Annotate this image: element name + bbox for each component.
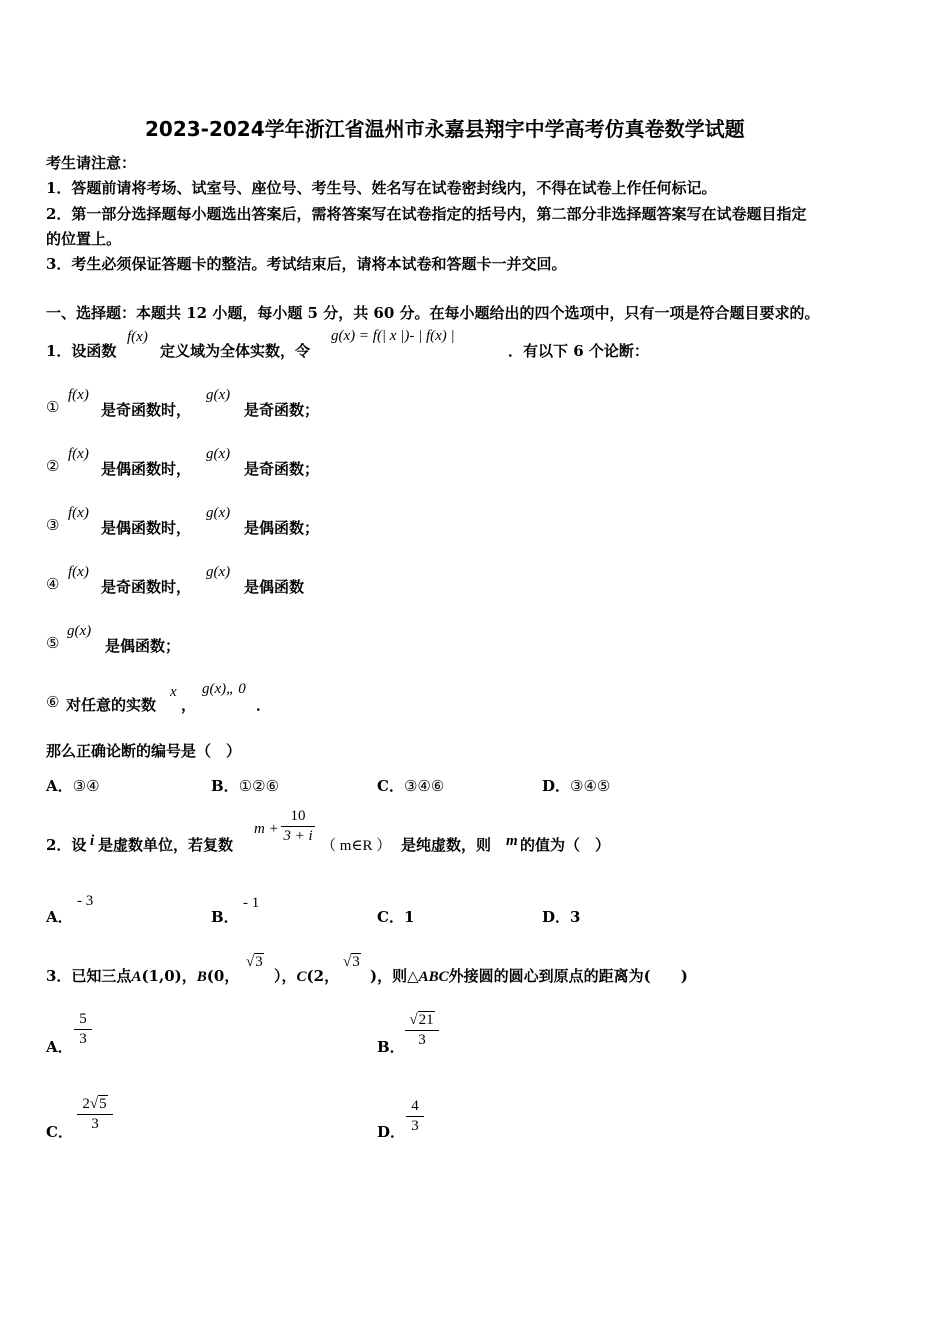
q1-s6-a: 对任意的实数	[66, 696, 157, 714]
q2-option-a-value: - 3	[77, 893, 94, 909]
q3-option-c-label[interactable]: C．	[46, 1123, 73, 1141]
q1-s1-g: g(x)	[206, 387, 231, 403]
q3-option-b-fraction: $\frac{√21}{3}$	[405, 1012, 439, 1049]
q1-s3-a: 是偶函数时，	[101, 519, 192, 537]
notice-item-3: 3．考生必须保证答题卡的整洁。考试结束后，请将本试卷和答题卡一并交回。	[46, 255, 567, 273]
q2-option-d[interactable]: D．3	[542, 908, 581, 926]
q1-ask: 那么正确论断的编号是（ ）	[46, 742, 242, 760]
q2-stem-post2: 的值为（ ）	[520, 836, 611, 854]
q1-option-a[interactable]: A．③④	[46, 777, 100, 795]
q1-s2-g: g(x)	[206, 446, 231, 462]
q3-option-a-fraction: $\frac{5}{3}$	[74, 1011, 92, 1048]
q2-option-a-label[interactable]: A．	[46, 908, 73, 926]
q3-stem-2: ），C(2，	[274, 967, 340, 985]
q2-stem-post1: 是纯虚数，则	[401, 836, 492, 854]
q1-s4-f: f(x)	[68, 564, 89, 580]
q1-s6-mark: ⑥	[46, 693, 60, 711]
q2-option-b-label[interactable]: B．	[211, 908, 239, 926]
q1-stem-pre: 1．设函数	[46, 342, 117, 360]
q1-s3-g: g(x)	[206, 505, 231, 521]
q2-condition: （ m∈R ）	[321, 838, 392, 854]
q1-s6-x: x	[170, 684, 177, 700]
q2-option-b-value: - 1	[243, 895, 260, 911]
q3-option-d-label[interactable]: D．	[377, 1123, 406, 1141]
section-heading: 一、选择题：本题共 12 小题，每小题 5 分，共 60 分。在每小题给出的四个选项中，只有一项是符合题目要求的。	[46, 304, 820, 322]
q2-fraction	[281, 808, 315, 845]
q1-stem-mid: 定义域为全体实数，令	[160, 342, 311, 360]
q1-s2-a: 是偶函数时，	[101, 460, 192, 478]
q1-s4-a: 是奇函数时，	[101, 578, 192, 596]
q1-s2-f: f(x)	[68, 446, 89, 462]
q3-sqrt3-b: √3	[246, 954, 263, 970]
q3-option-a-label[interactable]: A．	[46, 1038, 73, 1056]
notice-item-1: 1．答题前请将考场、试室号、座位号、考生号、姓名写在试卷密封线内，不得在试卷上作任何标记。	[46, 179, 717, 197]
q3-sqrt3-c: √3	[343, 954, 360, 970]
q3-stem: 3．已知三点A(1,0)，B(0，	[46, 967, 240, 985]
page-title: 2023-2024学年浙江省温州市永嘉县翔宇中学高考仿真卷数学试题	[145, 117, 745, 141]
q1-s4-g: g(x)	[206, 564, 231, 580]
q2-m: m	[506, 833, 518, 849]
q1-fx: f(x)	[127, 329, 148, 345]
q2-expr-m: m +	[254, 821, 279, 837]
notice-heading: 考生请注意：	[46, 154, 137, 172]
q1-s3-f: f(x)	[68, 505, 89, 521]
q1-s1-mark: ①	[46, 398, 60, 416]
q1-s1-a: 是奇函数时，	[101, 401, 192, 419]
q3-option-d-fraction: $\frac{4}{3}$	[406, 1098, 424, 1135]
q1-s5-g: g(x)	[67, 623, 92, 639]
q2-stem-pre: 2．设	[46, 836, 87, 854]
q1-s3-b: 是偶函数；	[244, 519, 320, 537]
notice-item-2: 2．第一部分选择题每小题选出答案后，需将答案写在试卷指定的括号内，第二部分非选择题答案写在试卷题目指定	[46, 205, 807, 223]
q3-option-b-label[interactable]: B．	[377, 1038, 405, 1056]
q1-s4-b: 是偶函数	[244, 578, 305, 596]
q1-option-b[interactable]: B．①②⑥	[211, 777, 280, 795]
q2-fraction-num: 10	[281, 808, 315, 827]
q1-s6-comma: ，	[181, 696, 197, 714]
q3-option-c-fraction: $\frac{2√5}{3}$	[77, 1096, 113, 1133]
q1-s2-mark: ②	[46, 457, 60, 475]
q1-s5-mark: ⑤	[46, 634, 60, 652]
q2-option-c[interactable]: C．1	[377, 908, 415, 926]
q2-stem-mid: 是虚数单位，若复数	[98, 836, 234, 854]
q1-g-definition: g(x) = f(| x |)- | f(x) |	[331, 328, 455, 344]
q1-s5-b: 是偶函数；	[105, 637, 181, 655]
q1-s6-end: ．	[256, 696, 272, 714]
notice-item-2-cont: 的位置上。	[46, 230, 122, 248]
q2-i: i	[90, 833, 95, 849]
q1-s4-mark: ④	[46, 575, 60, 593]
q1-option-c[interactable]: C．③④⑥	[377, 777, 445, 795]
q3-stem-3: )，则△ABC外接圆的圆心到原点的距离为( )	[370, 967, 688, 985]
q1-stem-post: ．有以下 6 个论断：	[508, 342, 649, 360]
q1-s6-inequality: g(x)„ 0	[202, 681, 246, 697]
q1-s3-mark: ③	[46, 516, 60, 534]
q2-fraction-den: 3 + i	[283, 828, 313, 844]
q1-s1-b: 是奇函数；	[244, 401, 320, 419]
q1-option-d[interactable]: D．③④⑤	[542, 777, 611, 795]
q1-s2-b: 是奇函数；	[244, 460, 320, 478]
q1-s1-f: f(x)	[68, 387, 89, 403]
